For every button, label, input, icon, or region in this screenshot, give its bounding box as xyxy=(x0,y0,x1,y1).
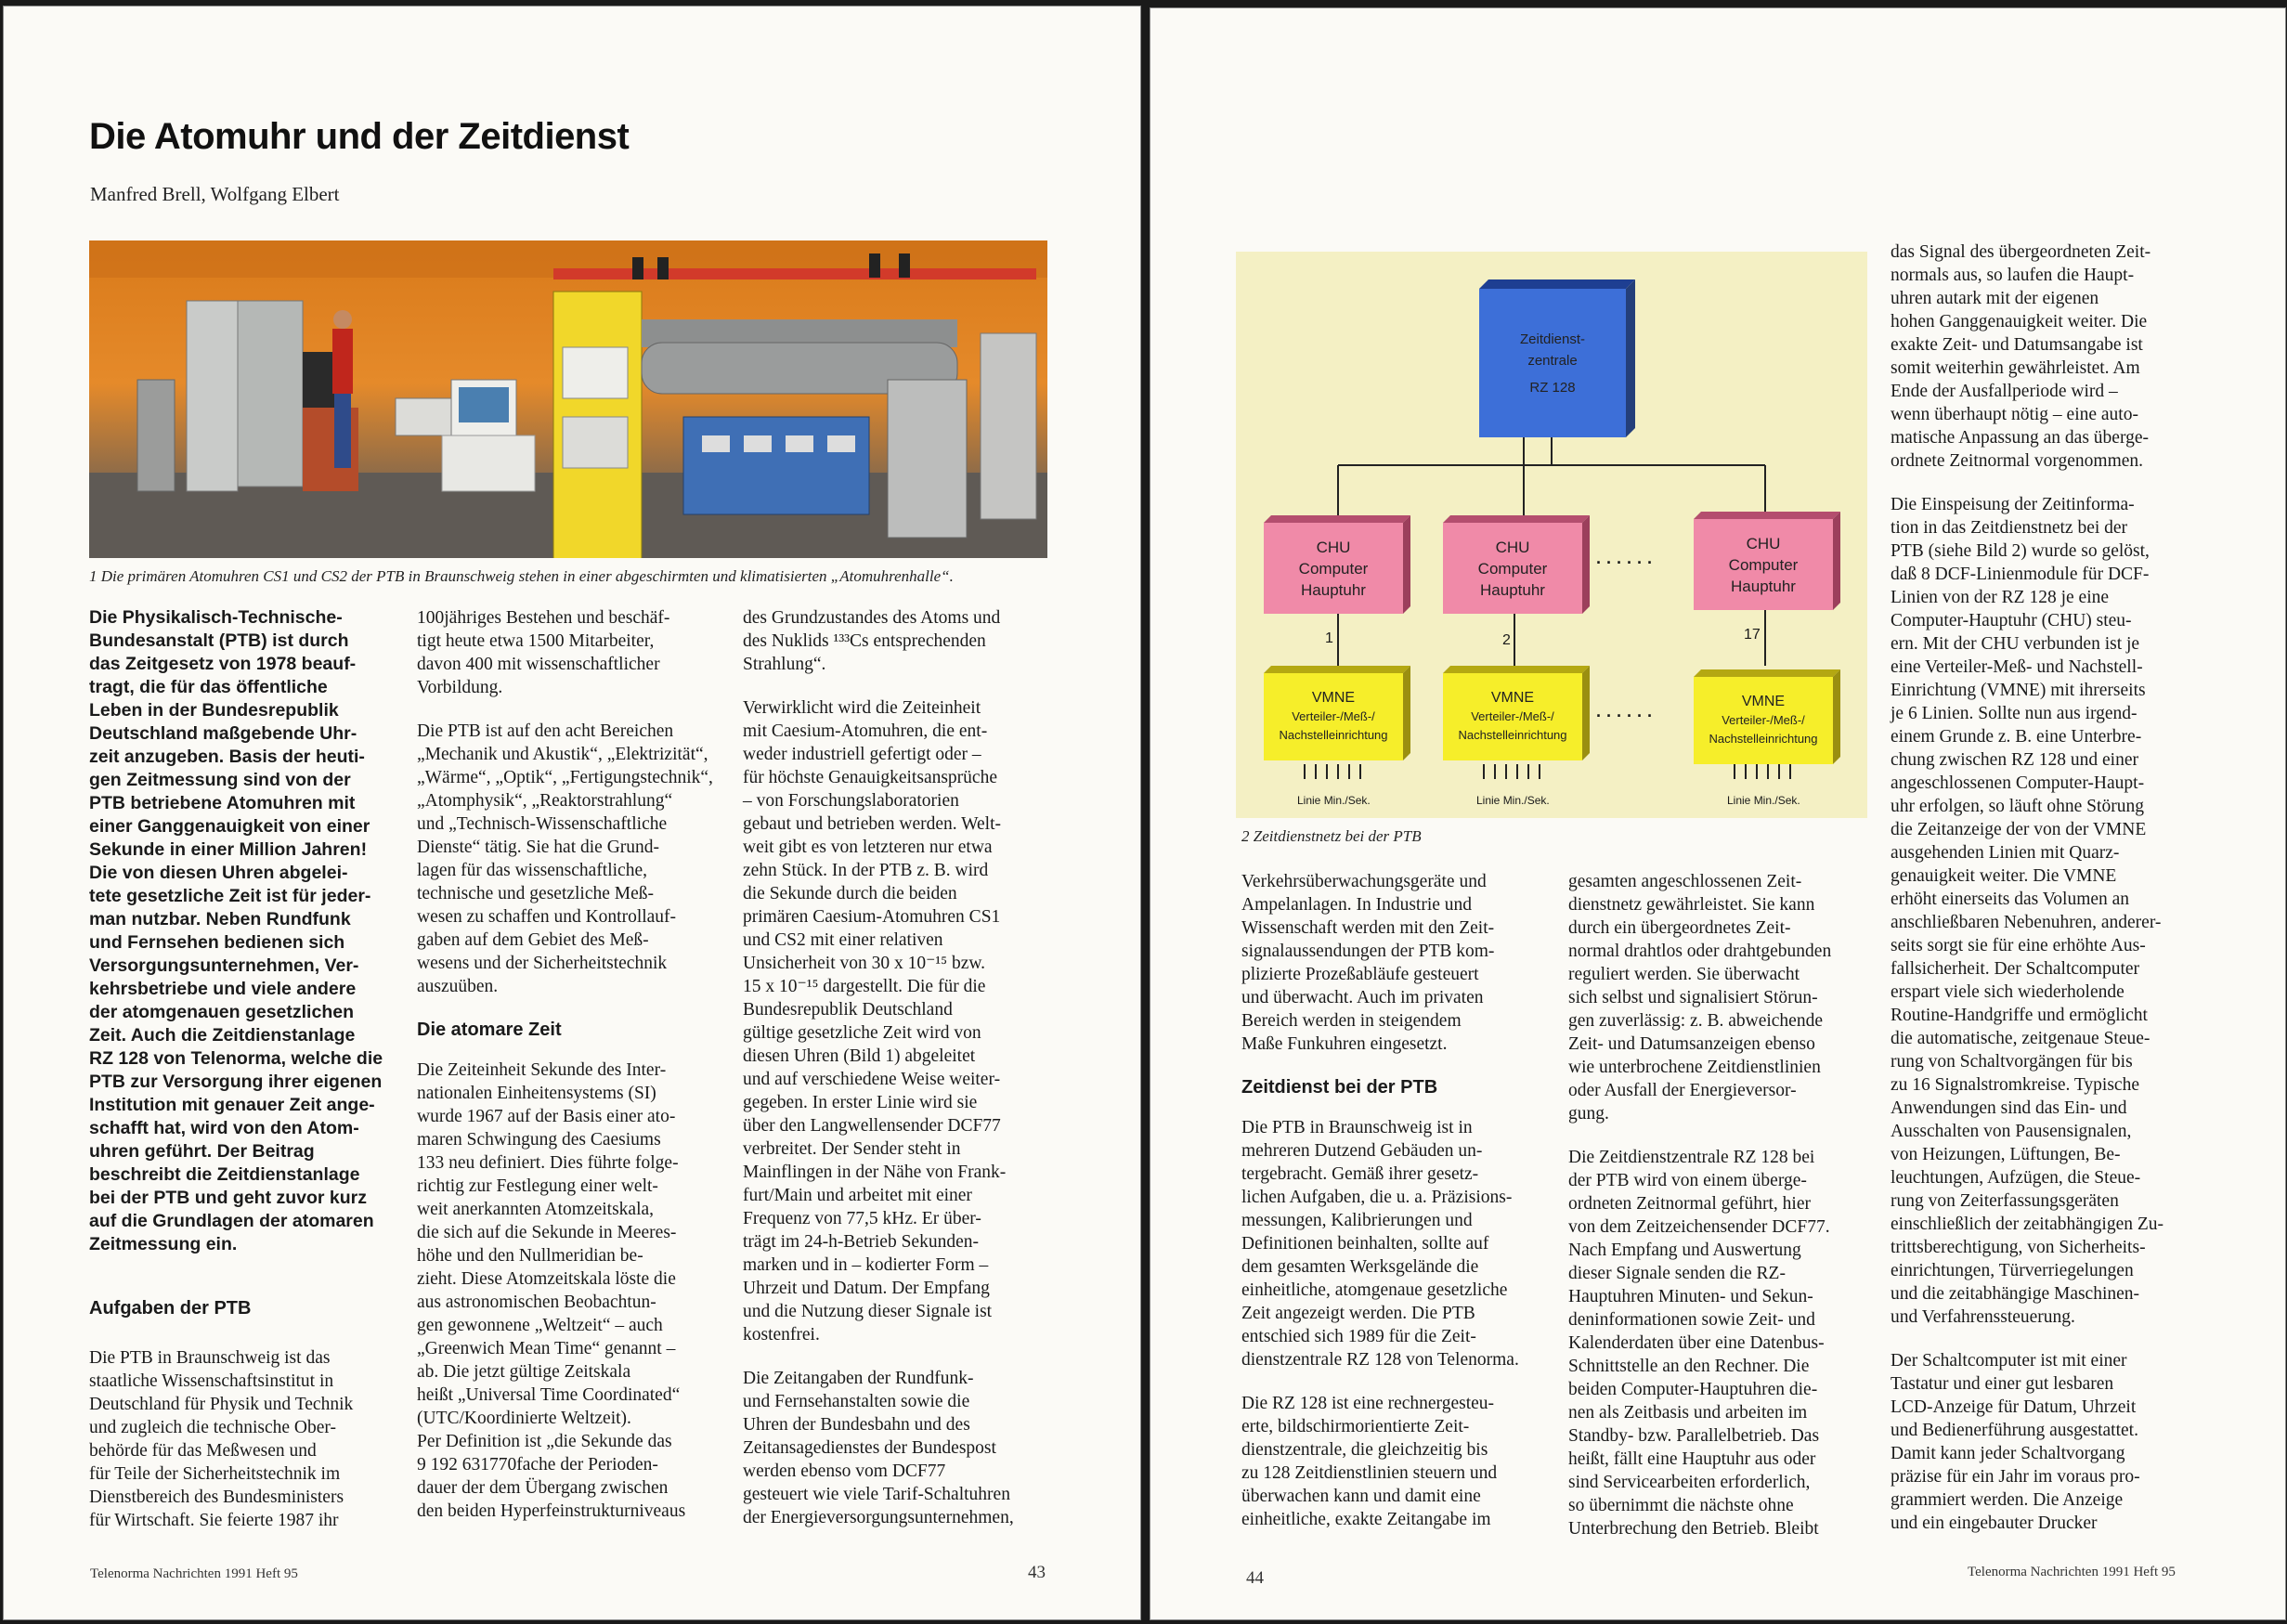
page-number: 44 xyxy=(1246,1568,1264,1588)
article-title: Die Atomuhr und der Zeitdienst xyxy=(89,116,630,157)
paragraph: des Grundzustandes des Atoms und des Nuklids ¹³³Cs entsprechenden Strahlung“. xyxy=(743,608,1001,674)
article-authors: Manfred Brell, Wolfgang Elbert xyxy=(90,183,340,205)
chu-line: Computer xyxy=(1477,559,1548,578)
paragraph: Die Zeitdienstzentrale RZ 128 bei der PTB wird von einem überge- ordneten Zeitnormal geführt, hier von dem Zeitzeichensender DCF77. Nach Empfang und Auswertung dieser Signale senden die RZ- Hauptuhren Minuten- und Sekun- deninformationen sowie Zeit- und Kalenderdaten über eine Datenbus- Schnittstelle an den Rechner. Die beiden Computer-Hauptuhren die- nen als Zeitbasis und arbeiten im Standby- bzw. Parallelbetrieb. Das heißt, fällt eine Hauptuhr aus oder sind Servicearbeiten erforderlich, so übernimmt die nächste ohne Unterbrechung den Betrieb. Bleibt xyxy=(1568,1148,1830,1539)
page-footer: Telenorma Nachrichten 1991 Heft 95 xyxy=(1968,1565,2176,1579)
vmne-line: Nachstelleinrichtung xyxy=(1458,728,1567,742)
heading-atomare-zeit: Die atomare Zeit xyxy=(417,1020,562,1040)
paragraph: Die PTB ist auf den acht Bereichen „Mechanik und Akustik“, „Elektrizität“, „Wärme“, „Optik“, „Fertigungstechnik“, „Atomphysik“, „Reaktorstrahlung“ und „Technisch-Wissenschaftliche Dienste“ tätig. Sie hat die Grund- lagen für das wissenschaftliche, technische und gesetzliche Meß- wesen zu schaffen und Kontrollauf- gaben auf dem Gebiet des Meß- wesens und der Sicherheitstechnik auszuüben. xyxy=(417,721,713,996)
vmne-ellipsis: · · · · · · xyxy=(1596,707,1653,725)
right-column-3 xyxy=(1891,240,2225,1555)
chu-number-1: 1 xyxy=(1325,630,1333,646)
chu-line: CHU xyxy=(1746,534,1781,552)
chu-line: CHU xyxy=(1495,538,1530,556)
left-column-1 xyxy=(89,606,400,1553)
line-label-1: Linie Min./Sek. xyxy=(1297,794,1371,807)
vmne-box-3 xyxy=(1694,677,1833,764)
right-column-2 xyxy=(1568,870,1884,1561)
paragraph: Die Einspeisung der Zeitinforma- tion in das Zeitdienstnetz bei der PTB (siehe Bild 2) wurde so gelöst, daß 8 DCF-Linienmodule für DCF- Linien von der RZ 128 je eine Computer-Hauptuhr (CHU) steu- ern. Mit der CHU verbunden ist je eine Verteiler-Meß- und Nachstell- Einrichtung (VMNE) mit ihrerseits je 6 Linien. Sollte nun aus irgend- einem Grunde z. B. eine Unterbre- chung zwischen RZ 128 und einer angeschlossenen Computer-Haupt- uhr erfolgen, so läuft ohne Störung die Zeitanzeige der von der VMNE ausgehenden Linien mit Quarz- genauigkeit weiter. Die VMNE erhöht einerseits das Volumen an anschließbaren Nebenuhren, anderer- seits sorgt sie für eine erhöhte Aus- fallsicherheit. Der Schaltcomputer erspart viele sich wiederholende Routine-Handgriffe und ermöglicht die automatische, zeitgenaue Steue- rung von Schaltvorgängen für bis zu 16 Signalstromkreise. Typische Anwendungen sind das Ein- und Ausschalten von Pausensignalen, von Heizungen, Lüftungen, Be- leuchtungen, Aufzügen, die Steue- rung von Zeiterfassungsgeräten einschließlich der zeitabhängigen Zu- trittsberechtigung, von Sicherheits- einrichtungen, Türverriegelungen und die zeitabhängige Maschinen- und Verfahrenssteuerung. xyxy=(1891,495,2164,1327)
paragraph: gesamten angeschlossenen Zeit- dienstnetz gewährleistet. Sie kann durch ein übergeordnetes Zeit- normal drahtlos oder drahtgebunden reguliert werden. Sie überwacht sich selbst und signalisiert Störun- gen zuverlässig: z. B. abweichende Zeit- und Datumsanzeigen ebenso wie unterbrochene Zeitdienstlinien oder Ausfall der Energieversor- gung. xyxy=(1568,872,1832,1124)
photo-caption: 1 Die primären Atomuhren CS1 und CS2 der PTB in Braunschweig stehen in einer abgeschirmten und klimatisierten „Atomuhrenhalle“. xyxy=(89,567,954,585)
left-page xyxy=(3,6,1141,1620)
chu-line: Hauptuhr xyxy=(1301,580,1366,599)
paragraph: Die Zeiteinheit Sekunde des Inter- nationalen Einheitensystems (SI) wurde 1967 auf der Basis einer ato- maren Schwingung des Caesiums 133 neu definiert. Dies führte folge- richtig zur Festlegung einer welt- weit anerkannten Atomzeitskala, die sich auf die Sekunde in Meeres- höhe und den Nullmeridian be- zieht. Diese Atomzeitskala löste die aus astronomischen Beobachtun- gen gewonnene „Weltzeit“ – auch „Greenwich Mean Time“ genannt – ab. Die jetzt gültige Zeitskala heißt „Universal Time Coordinated“ (UTC/Koordinierte Weltzeit). Per Definition ist „die Sekunde das 9 192 631770fache der Perioden- dauer der dem Übergang zwischen den beiden Hyperfeinstrukturniveaus xyxy=(417,1060,686,1521)
chu-line: CHU xyxy=(1316,538,1351,556)
chu-line: Hauptuhr xyxy=(1731,577,1796,595)
paragraph: 100jähriges Bestehen und beschäf- tigt heute etwa 1500 Mitarbeiter, davon 400 mit wissenschaftlicher Vorbildung. xyxy=(417,608,670,697)
line-label-3: Linie Min./Sek. xyxy=(1727,794,1800,807)
vmne-box-1 xyxy=(1264,673,1403,760)
chu-line: Hauptuhr xyxy=(1480,580,1545,599)
vmne-box-2 xyxy=(1443,673,1582,760)
vmne-line: Nachstelleinrichtung xyxy=(1279,728,1388,742)
paragraph: Die Zeitangaben der Rundfunk- und Fernsehanstalten sowie die Uhren der Bundesbahn und des Zeitansagedienstes der Bundespost werden ebenso vom DCF77 gesteuert wie viele Tarif-Schaltuhren der Energieversorgungsunternehmen, xyxy=(743,1369,1014,1527)
chu-box-1 xyxy=(1264,523,1403,614)
heading-aufgaben: Aufgaben der PTB xyxy=(89,1298,252,1319)
time-service-diagram xyxy=(1236,252,1867,818)
paragraph: Der Schaltcomputer ist mit einer Tastatur und einer gut lesbaren LCD-Anzeige für Datum, Uhrzeit und Bedienerführung ausgestattet. Damit kann jeder Schaltvorgang präzise für ein Jahr im voraus pro- grammiert werden. Die Anzeige und ein eingebauter Drucker xyxy=(1891,1351,2140,1533)
vmne-line: VMNE xyxy=(1741,694,1786,709)
paragraph: Die PTB in Braunschweig ist in mehreren Dutzend Gebäuden un- tergebracht. Gemäß ihrer gesetz- lichen Aufgaben, die u. a. Präzisions- messungen, Kalibrierungen und Definitionen beinhalten, sollte auf dem gesamten Werksgelände die einheitliche, atomgenaue gesetzliche Zeit angezeigt werden. Die PTB entschied sich 1989 für die Zeit- dienstzentrale RZ 128 von Telenorma. xyxy=(1241,1118,1519,1370)
atomic-clock-photo xyxy=(89,240,1047,558)
vmne-line: Verteiler-/Meß-/ xyxy=(1471,709,1554,723)
central-box-line: Zeitdienst- xyxy=(1519,331,1586,347)
paragraph: das Signal des übergeordneten Zeit- normals aus, so laufen die Haupt- uhren autark mit der eigenen hohen Ganggenauigkeit weiter. Die exakte Zeit- und Datumsangabe ist somit weiterhin gewährleistet. Am Ende der Ausfallperiode wird – wenn überhaupt nötig – eine auto- matische Anpassung an das überge- ordnete Zeitnormal vorgenommen. xyxy=(1891,242,2151,471)
chu-number-2: 2 xyxy=(1502,632,1511,648)
page-number: 43 xyxy=(1028,1563,1046,1582)
vmne-line: Verteiler-/Meß-/ xyxy=(1292,709,1375,723)
central-box-rz128 xyxy=(1479,289,1626,437)
chu-box-2 xyxy=(1443,523,1582,614)
right-page xyxy=(1150,7,2286,1620)
chu-box-17 xyxy=(1694,519,1833,610)
heading-zeitdienst: Zeitdienst bei der PTB xyxy=(1241,1077,1438,1098)
vmne-line: VMNE xyxy=(1311,690,1356,706)
paragraph: Die RZ 128 ist eine rechnergesteu- erte, bildschirmorientierte Zeit- dienstzentrale, die gleichzeitig bis zu 128 Zeitdienstlinien steuern und überwachen kann und damit eine einheitliche, exakte Zeitangabe im xyxy=(1241,1394,1498,1529)
chu-ellipsis: · · · · · · xyxy=(1596,553,1653,572)
central-box-line: RZ 128 xyxy=(1529,379,1576,396)
paragraph: Die PTB in Braunschweig ist das staatliche Wissenschaftsinstitut in Deutschland für Physik und Technik und zugleich die technische Ober- behörde für das Meßwesen und für Teile der Sicherheitstechnik im Dienstbereich des Bundesministers für Wirtschaft. Sie feierte 1987 ihr xyxy=(89,1348,354,1530)
line-label-2: Linie Min./Sek. xyxy=(1476,794,1550,807)
lead-paragraph: Die Physikalisch-Technische- Bundesanstalt (PTB) ist durch das Zeitgesetz von 1978 beauf- tragt, die für das öffentliche Leben in der Bundesrepublik Deutschland maßgebende Uhr- zeit anzugeben. Basis der heuti- gen Zeitmessung sind von der PTB betriebene Atomuhren mit einer Ganggenauigkeit von einer Sekunde in einer Million Jahren! Die von diesen Uhren abgelei- tete gesetzliche Zeit ist für jeder- man nutzbar. Neben Rundfunk und Fernsehen bedienen sich Versorgungsunternehmen, Ver- kehrsbetriebe und viele andere der atomgenauen gesetzlichen Zeit. Auch die Zeitdienstanlage RZ 128 von Telenorma, welche die PTB zur Versorgung ihrer eigenen Institution mit genauer Zeit ange- schafft hat, wird von den Atom- uhren geführt. Der Beitrag beschreibt die Zeitdienstanlage bei der PTB und geht zuvor kurz auf die Grundlagen der atomaren Zeitmessung ein. xyxy=(89,607,383,1254)
left-column-3 xyxy=(743,606,1077,1550)
vmne-line: VMNE xyxy=(1490,690,1535,706)
diagram-caption: 2 Zeitdienstnetz bei der PTB xyxy=(1241,827,1422,845)
chu-number-17: 17 xyxy=(1744,627,1761,643)
vmne-line: Nachstelleinrichtung xyxy=(1709,732,1818,746)
right-column-1 xyxy=(1241,870,1557,1552)
chu-line: Computer xyxy=(1298,559,1369,578)
page-footer: Telenorma Nachrichten 1991 Heft 95 xyxy=(90,1566,298,1581)
atomic-clock-illustration xyxy=(89,240,1047,558)
central-box-line: zentrale xyxy=(1527,352,1578,369)
paragraph: Verkehrsüberwachungsgeräte und Ampelanlagen. In Industrie und Wissenschaft werden mit den Zeit- signalaussendungen der PTB kom- plizierte Prozeßabläufe gesteuert und überwacht. Auch im privaten Bereich werden in steigendem Maße Funkuhren eingesetzt. xyxy=(1241,872,1495,1054)
left-column-2 xyxy=(417,606,733,1543)
vmne-line: Verteiler-/Meß-/ xyxy=(1722,713,1805,727)
paragraph: Verwirklicht wird die Zeiteinheit mit Caesium-Atomuhren, die ent- weder industriell gefertigt oder – für höchste Genauigkeitsansprüche – von Forschungslaboratorien gebaut und betrieben werden. Welt- weit gibt es von letzteren nur etwa zehn Stück. In der PTB z. B. wird die Sekunde durch die beiden primären Caesium-Atomuhren CS1 und CS2 mit einer relativen Unsicherheit von 30 x 10⁻¹⁵ bzw. 15 x 10⁻¹⁵ dargestellt. Die für die Bundesrepublik Deutschland gültige gesetzliche Zeit wird von diesen Uhren (Bild 1) abgeleitet und auf verschiedene Weise weiter- gegeben. In erster Linie wird sie über den Langwellensender DCF77 verbreitet. Der Sender steht in Mainflingen in der Nähe von Frank- furt/Main und arbeitet mit einer Frequenz von 77,5 kHz. Er über- trägt im 24-h-Betrieb Sekunden- marken und in – kodierter Form – Uhrzeit und Datum. Der Empfang und die Nutzung dieser Signale ist kostenfrei. xyxy=(743,698,1007,1345)
chu-line: Computer xyxy=(1728,555,1799,574)
